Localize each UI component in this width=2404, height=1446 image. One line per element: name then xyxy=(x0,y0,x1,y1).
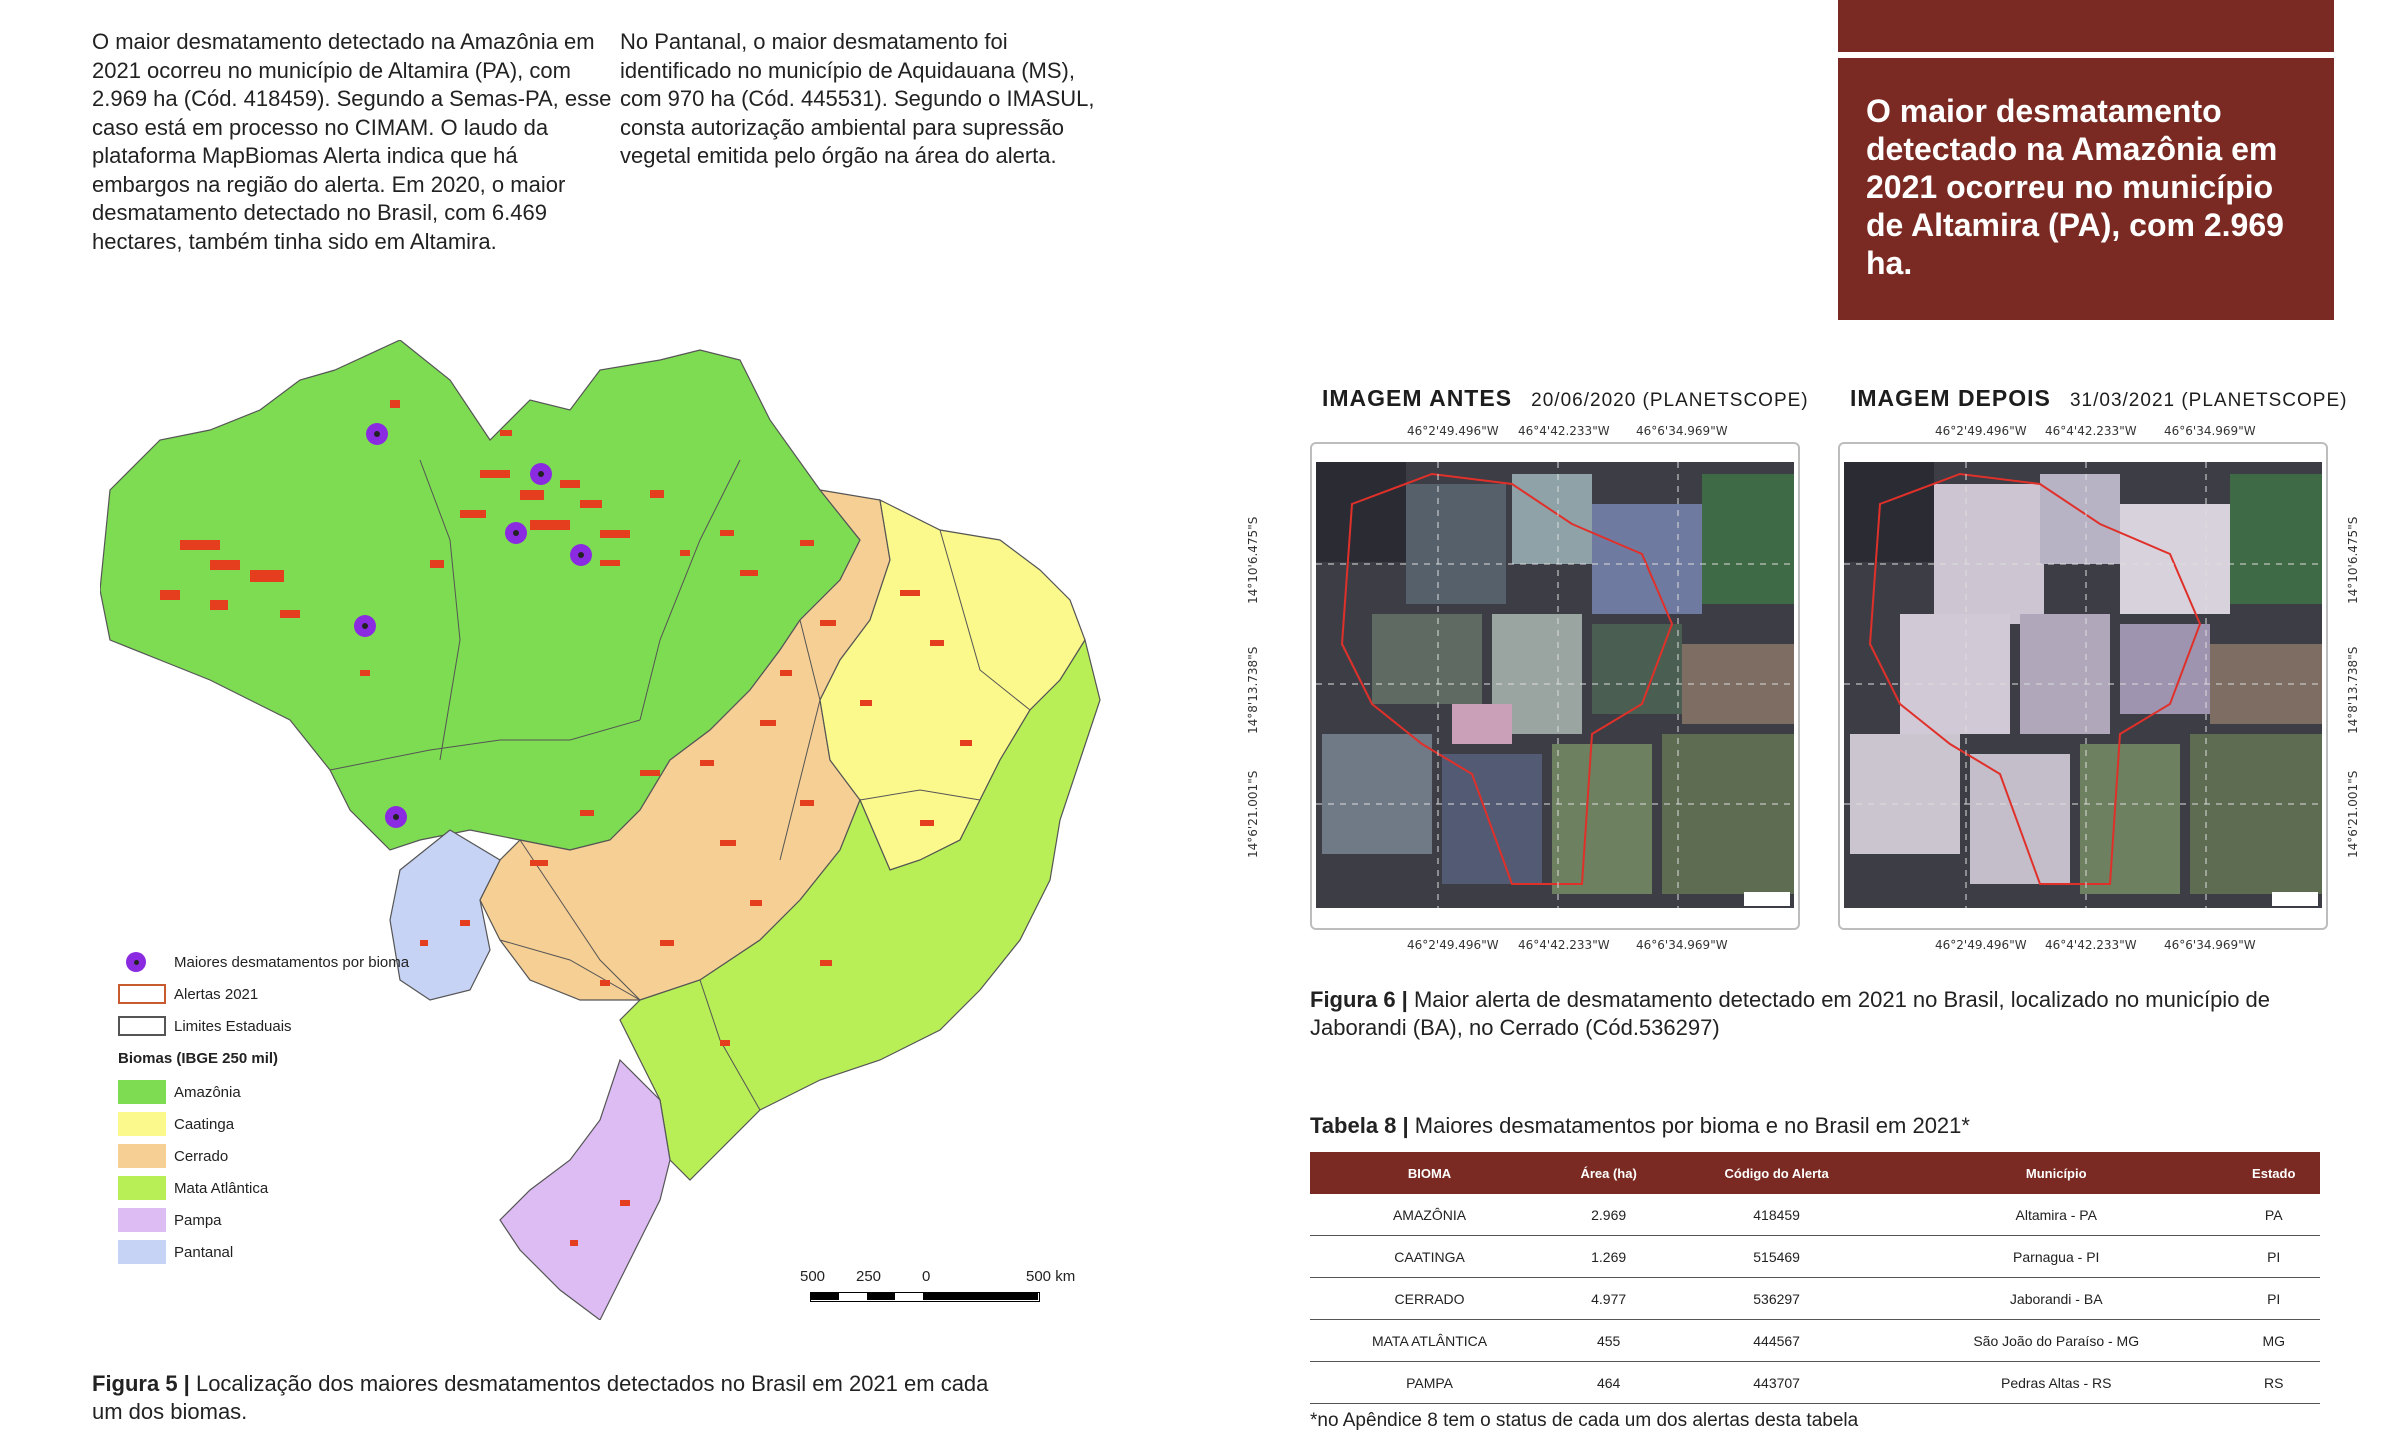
cell: MATA ATLÂNTICA xyxy=(1310,1320,1549,1362)
satellite-after-image xyxy=(1840,444,2326,928)
cell: 515469 xyxy=(1668,1236,1885,1278)
legend-biome-label: Caatinga xyxy=(174,1116,235,1133)
cell: MG xyxy=(2227,1320,2320,1362)
table-row xyxy=(1310,1194,2320,1236)
swatch-pampa xyxy=(118,1208,166,1232)
cell: Parnagua - PI xyxy=(1885,1236,2227,1278)
cell: Pedras Altas - RS xyxy=(1885,1362,2227,1404)
cell: 4.977 xyxy=(1549,1278,1668,1320)
cell: 1.269 xyxy=(1549,1236,1668,1278)
swatch-caatinga xyxy=(118,1112,166,1136)
alerts-swatch xyxy=(118,984,166,1004)
coord-x: 46°4'42.233"W xyxy=(2045,424,2137,438)
figure6-caption xyxy=(1310,986,2310,1042)
cell: Altamira - PA xyxy=(1885,1194,2227,1236)
figure6-text: Maior alerta de desmatamento detectado em 2021 no Brasil, localizado no município de Jaborandi (BA), no Cerrado (Cód.536297) xyxy=(1310,987,2271,1040)
coord-x: 46°4'42.233"W xyxy=(1518,938,1610,952)
coord-y: 14°6'21.001"S xyxy=(2346,770,2360,858)
marker-dot-icon xyxy=(134,960,139,965)
legend-biome-label: Amazônia xyxy=(174,1084,241,1101)
coord-y: 14°10'6.475"S xyxy=(1246,516,1260,604)
scale-label: 250 xyxy=(856,1268,882,1285)
cell: CERRADO xyxy=(1310,1278,1549,1320)
legend-biomes-title: Biomas (IBGE 250 mil) xyxy=(118,1050,279,1067)
swatch-amazonia xyxy=(118,1080,166,1104)
legend-limits-label: Limites Estaduais xyxy=(174,1018,292,1035)
cell: RS xyxy=(2227,1362,2320,1404)
coord-y: 14°8'13.738"S xyxy=(1246,646,1260,734)
figure5-label: Figura 5 | xyxy=(92,1371,190,1396)
table8-caption xyxy=(1310,1112,2310,1140)
cell: São João do Paraíso - MG xyxy=(1885,1320,2227,1362)
callout-divider xyxy=(1838,52,2334,56)
table-row xyxy=(1310,1320,2320,1362)
satellite-before-frame xyxy=(1310,442,1800,930)
cell: 536297 xyxy=(1668,1278,1885,1320)
cell: 444567 xyxy=(1668,1320,1885,1362)
cell: PI xyxy=(2227,1278,2320,1320)
coord-x: 46°6'34.969"W xyxy=(1636,938,1728,952)
figure5-text: Localização dos maiores desmatamentos detectados no Brasil em 2021 em cada um dos biomas. xyxy=(92,1371,989,1424)
coord-x: 46°6'34.969"W xyxy=(2164,938,2256,952)
coord-x: 46°6'34.969"W xyxy=(2164,424,2256,438)
th-area: Área (ha) xyxy=(1549,1152,1668,1194)
limits-swatch xyxy=(118,1016,166,1036)
callout-box xyxy=(1838,58,2334,320)
th-municipio: Município xyxy=(1885,1152,2227,1194)
image-before-title xyxy=(1322,385,1809,412)
swatch-cerrado xyxy=(118,1144,166,1168)
coord-y: 14°10'6.475"S xyxy=(2346,516,2360,604)
scale-label: 500 km xyxy=(1026,1268,1076,1285)
legend-biome-label: Pampa xyxy=(174,1212,222,1229)
legend-biome-label: Cerrado xyxy=(174,1148,229,1165)
figure5-caption xyxy=(92,1370,1012,1426)
table-row xyxy=(1310,1236,2320,1278)
image-before-label: IMAGEM ANTES xyxy=(1322,385,1513,411)
image-after-date: 31/03/2021 (PLANETSCOPE) xyxy=(2069,390,2348,411)
table8-label: Tabela 8 | xyxy=(1310,1113,1409,1138)
coord-x: 46°2'49.496"W xyxy=(1407,938,1499,952)
legend-marker-label: Maiores desmatamentos por bioma xyxy=(174,954,410,971)
scale-label: 500 xyxy=(800,1268,826,1285)
cell: Jaborandi - BA xyxy=(1885,1278,2227,1320)
biome-pampa xyxy=(500,1060,670,1320)
table8-title: Maiores desmatamentos por bioma e no Brasil em 2021* xyxy=(1408,1113,1970,1138)
th-estado: Estado xyxy=(2227,1152,2320,1194)
scale-seg xyxy=(811,1293,839,1300)
coord-x: 46°4'42.233"W xyxy=(1518,424,1610,438)
legend-biome-label: Mata Atlântica xyxy=(174,1180,269,1197)
intro-paragraph-pantanal: No Pantanal, o maior desmatamento foi identificado no município de Aquidauana (MS), com 970 ha (Cód. 445531). Segundo o IMASUL, consta autorização ambiental para supressão vegetal emitida pelo órgão na área do alerta. xyxy=(620,29,1095,168)
cell: CAATINGA xyxy=(1310,1236,1549,1278)
scale-label: 0 xyxy=(922,1268,931,1285)
coord-x: 46°4'42.233"W xyxy=(2045,938,2137,952)
callout-text: O maior desmatamento detectado na Amazônia em 2021 ocorreu no município de Altamira (PA), com 2.969 ha. xyxy=(1866,93,2284,281)
cell: PI xyxy=(2227,1236,2320,1278)
table8 xyxy=(1310,1152,2320,1404)
callout-top-bar xyxy=(1838,0,2334,52)
image-after-title xyxy=(1850,385,2347,412)
coord-y: 14°6'21.001"S xyxy=(1246,770,1260,858)
map-legend xyxy=(118,950,448,1272)
table8-footnote: *no Apêndice 8 tem o status de cada um dos alertas desta tabela xyxy=(1310,1410,1859,1431)
cell: 2.969 xyxy=(1549,1194,1668,1236)
cell: 464 xyxy=(1549,1362,1668,1404)
scale-seg xyxy=(867,1293,895,1300)
cell: 418459 xyxy=(1668,1194,1885,1236)
image-after-label: IMAGEM DEPOIS xyxy=(1850,385,2051,411)
table-row xyxy=(1310,1278,2320,1320)
cell: 455 xyxy=(1549,1320,1668,1362)
satellite-after-frame xyxy=(1838,442,2328,930)
coord-x: 46°6'34.969"W xyxy=(1636,424,1728,438)
image-before-date: 20/06/2020 (PLANETSCOPE) xyxy=(1531,390,1809,411)
satellite-before-image xyxy=(1312,444,1798,928)
table-header-row xyxy=(1310,1152,2320,1194)
cell: AMAZÔNIA xyxy=(1310,1194,1549,1236)
cell: PAMPA xyxy=(1310,1362,1549,1404)
scale-seg xyxy=(923,1293,1038,1300)
scale-bar xyxy=(800,1268,1090,1308)
th-bioma: BIOMA xyxy=(1310,1152,1549,1194)
th-codigo: Código do Alerta xyxy=(1668,1152,1885,1194)
intro-paragraph-amazonia: O maior desmatamento detectado na Amazônia em 2021 ocorreu no município de Altamira (PA), com 2.969 ha (Cód. 418459). Segundo a Semas-PA, esse caso está em processo no CIMAM. O laudo da plataforma MapBiomas Alerta indica que há embargos na região do alerta. Em 2020, o maior desmatamento detectado no Brasil, com 6.469 hectares, também tinha sido em Altamira. xyxy=(92,29,612,254)
legend-alerts-label: Alertas 2021 xyxy=(174,986,259,1003)
coord-y: 14°8'13.738"S xyxy=(2346,646,2360,734)
legend-biome-label: Pantanal xyxy=(174,1244,234,1261)
figure6-label: Figura 6 | xyxy=(1310,987,1408,1012)
swatch-pantanal xyxy=(118,1240,166,1264)
cell: PA xyxy=(2227,1194,2320,1236)
cell: 443707 xyxy=(1668,1362,1885,1404)
scale-track xyxy=(810,1292,1040,1302)
coord-x: 46°2'49.496"W xyxy=(1407,424,1499,438)
coord-x: 46°2'49.496"W xyxy=(1935,938,2027,952)
table-row xyxy=(1310,1362,2320,1404)
coord-x: 46°2'49.496"W xyxy=(1935,424,2027,438)
swatch-mata-atlantica xyxy=(118,1176,166,1200)
